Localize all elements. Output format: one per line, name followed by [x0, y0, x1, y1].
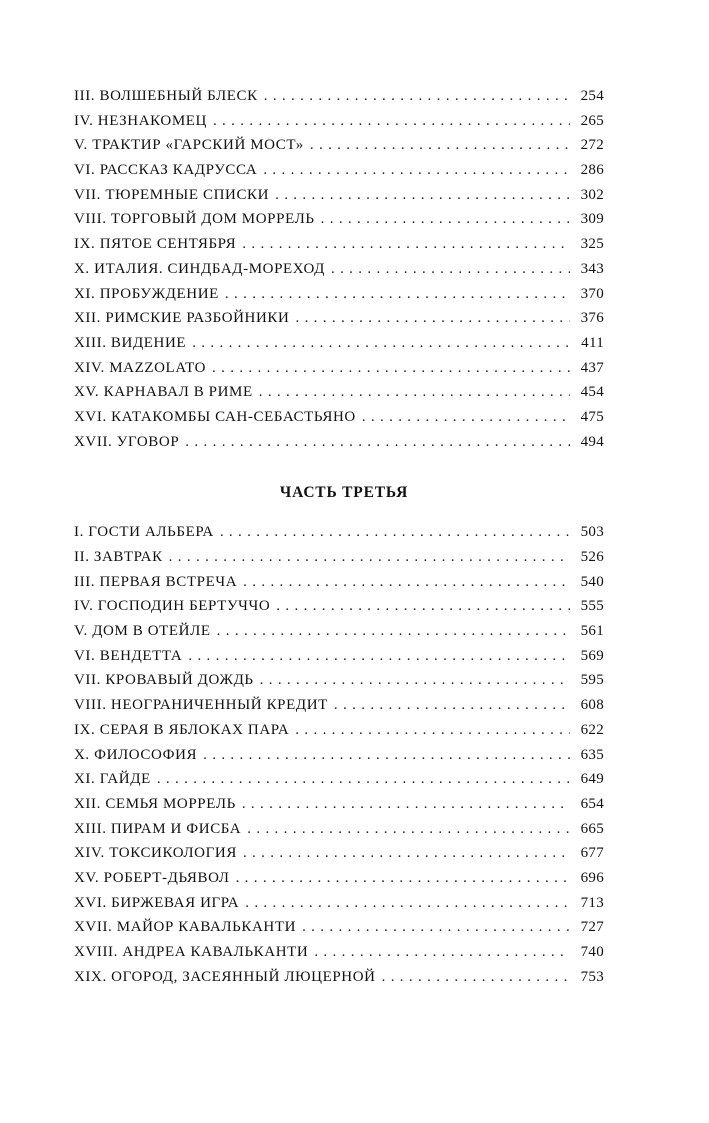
- toc-entry: [74, 162, 604, 187]
- toc-entry-page-number: 325: [580, 236, 604, 253]
- toc-entry: [74, 88, 604, 113]
- toc-dot-leader: [310, 137, 570, 154]
- toc-entry-page-number: 526: [580, 549, 604, 565]
- toc-entry: [74, 335, 604, 360]
- toc-entry: [74, 697, 604, 722]
- toc-entry-title: IV. ГОСПОДИН БЕРТУЧЧО: [74, 598, 271, 615]
- toc-entry-page-number: 649: [580, 771, 604, 788]
- toc-dot-leader: [242, 236, 570, 253]
- toc-entry: [74, 187, 604, 212]
- toc-entry-title: VIII. НЕОГРАНИЧЕННЫЙ КРЕДИТ: [74, 697, 328, 714]
- toc-dot-leader: [245, 895, 570, 912]
- toc-entry-title: III. ВОЛШЕБНЫЙ БЛЕСК: [74, 88, 258, 104]
- toc-entry-page-number: 622: [580, 721, 604, 738]
- toc-entry-title: I. ГОСТИ АЛЬБЕРА: [74, 524, 214, 541]
- toc-entry: [74, 384, 604, 409]
- toc-dot-leader: [302, 919, 570, 936]
- toc-entry: [74, 360, 604, 385]
- toc-entry-title: XVII. УГОВОР: [74, 433, 180, 450]
- toc-entry-title: V. ТРАКТИР «ГАРСКИЙ МОСТ»: [74, 137, 304, 154]
- toc-entry-title: VII. КРОВАВЫЙ ДОЖДЬ: [74, 672, 254, 689]
- toc-entry-title: VI. РАССКАЗ КАДРУССА: [74, 162, 258, 179]
- toc-dot-leader: [192, 335, 570, 352]
- toc-list-part-three: [74, 524, 604, 993]
- toc-entry-title: VII. ТЮРЕМНЫЕ СПИСКИ: [74, 186, 270, 203]
- toc-entry: [74, 211, 604, 236]
- toc-entry-page-number: 595: [580, 672, 604, 689]
- toc-entry-title: XIV. MAZZOLATO: [74, 359, 207, 376]
- toc-entry-page-number: 727: [580, 919, 604, 936]
- toc-entry-title: XVIII. АНДРЕА КАВАЛЬКАНТИ: [74, 944, 309, 960]
- toc-dot-leader: [331, 261, 570, 278]
- toc-entry: [74, 895, 604, 920]
- toc-dot-leader: [275, 187, 570, 204]
- toc-entry-page-number: 696: [580, 869, 604, 886]
- toc-entry: [74, 969, 604, 994]
- toc-entry: [74, 944, 604, 969]
- toc-entry-title: XV. КАРНАВАЛ В РИМЕ: [74, 384, 253, 401]
- toc-entry: [74, 409, 604, 434]
- toc-entry-page-number: 343: [580, 260, 604, 277]
- toc-list-part-two: [74, 88, 604, 458]
- toc-entry: [74, 623, 604, 648]
- toc-entry: [74, 845, 604, 870]
- toc-dot-leader: [264, 88, 570, 105]
- toc-entry: [74, 310, 604, 335]
- toc-entry-title: X. ИТАЛИЯ. СИНДБАД-МОРЕХОД: [74, 260, 325, 277]
- toc-dot-leader: [295, 310, 570, 327]
- toc-entry-title: XVII. МАЙОР КАВАЛЬКАНТИ: [74, 919, 297, 936]
- toc-entry-page-number: 454: [580, 384, 604, 401]
- toc-entry-page-number: 302: [580, 186, 604, 203]
- toc-dot-leader: [225, 286, 570, 303]
- toc-entry-page-number: 665: [580, 820, 604, 837]
- toc-entry: [74, 434, 604, 459]
- toc-entry-page-number: 370: [580, 285, 604, 302]
- toc-entry-title: IX. СЕРАЯ В ЯБЛОКАХ ПАРА: [74, 721, 290, 738]
- toc-entry: [74, 524, 604, 549]
- toc-dot-leader: [334, 697, 570, 714]
- toc-entry-title: XIII. ВИДЕНИЕ: [74, 334, 187, 351]
- toc-dot-leader: [260, 672, 570, 689]
- toc-entry: [74, 870, 604, 895]
- toc-dot-leader: [220, 524, 570, 541]
- part-three-heading: ЧАСТЬ ТРЕТЬЯ: [279, 484, 409, 502]
- toc-dot-leader: [212, 360, 570, 377]
- toc-dot-leader: [295, 722, 570, 739]
- toc-entry-title: XIV. ТОКСИКОЛОГИЯ: [74, 845, 237, 862]
- toc-entry-title: IV. НЕЗНАКОМЕЦ: [74, 112, 207, 129]
- toc-entry-page-number: 254: [580, 88, 604, 104]
- toc-entry-page-number: 608: [580, 697, 604, 714]
- toc-entry-page-number: 265: [580, 112, 604, 129]
- toc-entry: [74, 821, 604, 846]
- toc-entry-page-number: 540: [580, 573, 604, 590]
- toc-entry-page-number: 475: [580, 408, 604, 425]
- toc-entry-title: IX. ПЯТОЕ СЕНТЯБРЯ: [74, 236, 237, 253]
- toc-entry: [74, 672, 604, 697]
- toc-entry-page-number: 569: [580, 647, 604, 664]
- toc-entry-page-number: 555: [580, 598, 604, 615]
- toc-dot-leader: [263, 162, 570, 179]
- toc-dot-leader: [362, 409, 570, 426]
- toc-entry-title: II. ЗАВТРАК: [74, 549, 163, 565]
- toc-entry-title: III. ПЕРВАЯ ВСТРЕЧА: [74, 573, 238, 590]
- toc-dot-leader: [213, 113, 570, 130]
- toc-entry-title: VI. ВЕНДЕТТА: [74, 647, 183, 664]
- table-of-contents-page: [74, 88, 604, 993]
- toc-entry-title: XV. РОБЕРТ-ДЬЯВОЛ: [74, 869, 230, 886]
- toc-entry-page-number: 677: [580, 845, 604, 862]
- toc-entry-page-number: 272: [580, 137, 604, 154]
- toc-entry-title: XVI. КАТАКОМБЫ САН-СЕБАСТЬЯНО: [74, 408, 356, 425]
- toc-entry-page-number: 753: [580, 968, 604, 985]
- toc-dot-leader: [203, 747, 570, 764]
- toc-entry-page-number: 411: [581, 334, 604, 351]
- toc-entry: [74, 574, 604, 599]
- toc-entry-page-number: 713: [580, 894, 604, 911]
- toc-entry: [74, 648, 604, 673]
- toc-entry-title: XII. РИМСКИЕ РАЗБОЙНИКИ: [74, 310, 290, 327]
- toc-entry-title: XI. ГАЙДЕ: [74, 771, 151, 788]
- toc-entry-page-number: 740: [580, 944, 604, 960]
- toc-entry-page-number: 494: [580, 433, 604, 450]
- toc-entry-title: VIII. ТОРГОВЫЙ ДОМ МОРРЕЛЬ: [74, 211, 315, 228]
- toc-dot-leader: [185, 434, 570, 451]
- toc-entry: [74, 549, 604, 574]
- toc-dot-leader: [242, 796, 570, 813]
- toc-dot-leader: [314, 944, 570, 961]
- toc-entry-title: XVI. БИРЖЕВАЯ ИГРА: [74, 894, 240, 911]
- toc-entry-page-number: 376: [580, 310, 604, 327]
- toc-entry-title: XI. ПРОБУЖДЕНИЕ: [74, 285, 219, 302]
- toc-dot-leader: [243, 845, 570, 862]
- toc-dot-leader: [247, 821, 570, 838]
- toc-entry: [74, 598, 604, 623]
- toc-dot-leader: [188, 648, 570, 665]
- toc-entry-page-number: 635: [580, 746, 604, 763]
- toc-entry-page-number: 654: [580, 795, 604, 812]
- toc-entry: [74, 286, 604, 311]
- toc-dot-leader: [157, 771, 570, 788]
- toc-entry-title: XIX. ОГОРОД, ЗАСЕЯННЫЙ ЛЮЦЕРНОЙ: [74, 968, 376, 985]
- toc-entry: [74, 796, 604, 821]
- toc-dot-leader: [321, 211, 570, 228]
- toc-dot-leader: [276, 598, 570, 615]
- toc-entry-title: V. ДОМ В ОТЕЙЛЕ: [74, 623, 211, 640]
- toc-dot-leader: [236, 870, 570, 887]
- toc-entry-page-number: 286: [580, 162, 604, 179]
- toc-entry-page-number: 437: [580, 359, 604, 376]
- toc-entry-title: X. ФИЛОСОФИЯ: [74, 746, 198, 763]
- toc-dot-leader: [382, 969, 570, 986]
- toc-entry: [74, 919, 604, 944]
- toc-entry-page-number: 309: [580, 211, 604, 228]
- toc-entry: [74, 113, 604, 138]
- toc-entry-page-number: 503: [580, 524, 604, 541]
- toc-entry: [74, 747, 604, 772]
- toc-entry: [74, 261, 604, 286]
- toc-dot-leader: [217, 623, 570, 640]
- toc-dot-leader: [259, 384, 570, 401]
- toc-entry-title: XIII. ПИРАМ И ФИСБА: [74, 820, 242, 837]
- toc-entry: [74, 771, 604, 796]
- toc-entry: [74, 722, 604, 747]
- toc-entry-page-number: 561: [580, 623, 604, 640]
- toc-dot-leader: [169, 549, 570, 566]
- toc-entry-title: XII. СЕМЬЯ МОРРЕЛЬ: [74, 795, 236, 812]
- toc-entry: [74, 236, 604, 261]
- toc-dot-leader: [243, 574, 570, 591]
- toc-entry: [74, 137, 604, 162]
